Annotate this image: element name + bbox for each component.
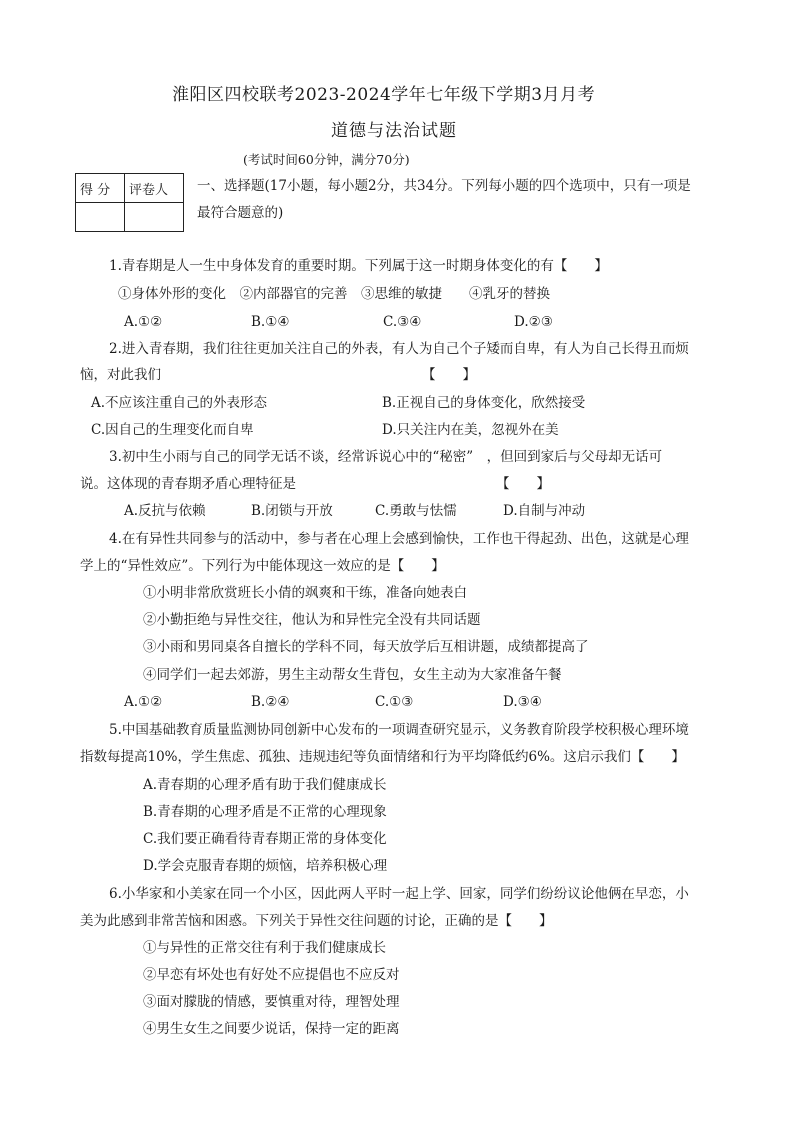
q3-option-c[interactable]: C.勇敢与怯懦	[375, 503, 457, 519]
q4-option-c[interactable]: C.①③	[375, 694, 414, 710]
q1-option-b[interactable]: B.①④	[251, 314, 290, 330]
q1-option-a[interactable]: A.①②	[124, 314, 163, 330]
q3-answer-bracket: 【 】	[496, 476, 550, 492]
q3-stem-line2: 说。这体现的青春期矛盾心理特征是	[80, 476, 296, 492]
q3-stem-line1: 3.初中生小雨与自己的同学无话不谈，经常诉说心中的“秘密” ，但回到家后与父母却无话可	[109, 449, 663, 465]
q5-option-c[interactable]: C.我们要正确看待青春期正常的身体变化	[143, 831, 387, 847]
grader-header: 评卷人	[125, 174, 184, 203]
q5-option-a[interactable]: A.青春期的心理矛盾有助于我们健康成长	[143, 777, 387, 793]
exam-title: 淮阳区四校联考2023-2024学年七年级下学期3月月考	[172, 85, 596, 105]
q2-stem-line1: 2.进入青春期，我们往往更加关注自己的外表，有人为自己个子矮而自卑，有人为自己长得丑而烦	[109, 341, 689, 357]
q5-stem-line2: 指数每提高10%，学生焦虑、孤独、违规违纪等负面情绪和行为平均降低约6%。这启示我们【 】	[80, 749, 685, 765]
q6-statement-1: ①与异性的正常交往有利于我们健康成长	[143, 940, 386, 956]
q2-stem-line2: 恼，对此我们	[80, 367, 161, 383]
q2-option-a[interactable]: A.不应该注重自己的外表形态	[91, 395, 268, 411]
score-cell[interactable]	[76, 203, 125, 232]
q4-stem-line2: 学上的“异性效应”。下列行为中能体现这一效应的是【 】	[80, 558, 445, 574]
q4-statement-3: ③小雨和男同桌各自擅长的学科不同，每天放学后互相讲题，成绩都提高了	[143, 639, 589, 655]
q5-option-b[interactable]: B.青春期的心理矛盾是不正常的心理现象	[143, 804, 387, 820]
subject-title: 道德与法治试题	[331, 121, 457, 141]
q1-stem: 1.青春期是人一生中身体发育的重要时期。下列属于这一时期身体变化的有【 】	[109, 258, 608, 274]
exam-info: (考试时间60分钟，满分70分)	[243, 152, 410, 167]
q2-option-b[interactable]: B.正视自己的身体变化，欣然接受	[382, 395, 586, 411]
q3-option-b[interactable]: B.闭锁与开放	[251, 503, 333, 519]
q4-statement-2: ②小勤拒绝与异性交往，他认为和异性完全没有共同话题	[143, 612, 481, 628]
q4-stem-line1: 4.在有异性共同参与的活动中，参与者在心理上会感到愉快，工作也干得起劲、出色，这就是心理	[109, 531, 689, 547]
q4-statement-1: ①小明非常欣赏班长小倩的飒爽和干练，准备向她表白	[143, 585, 467, 601]
section-heading-line1: 一、选择题(17小题，每小题2分，共34分。下列每小题的四个选项中，只有一项是	[197, 178, 691, 194]
q4-statement-4: ④同学们一起去郊游，男生主动帮女生背包，女生主动为大家准备午餐	[143, 667, 562, 683]
q1-items: ①身体外形的变化 ②内部器官的完善 ③思维的敏捷 ④乳牙的替换	[118, 286, 550, 302]
q4-option-d[interactable]: D.③④	[503, 694, 542, 710]
q5-option-d[interactable]: D.学会克服青春期的烦恼，培养积极心理	[143, 858, 388, 874]
q6-stem-line2: 美为此感到非常苦恼和困惑。下列关于异性交往问题的讨论，正确的是【 】	[80, 913, 553, 929]
score-header: 得 分	[76, 174, 125, 203]
q2-option-c[interactable]: C.因自己的生理变化而自卑	[91, 422, 254, 438]
grader-cell[interactable]	[125, 203, 184, 232]
q3-option-a[interactable]: A.反抗与依赖	[124, 503, 206, 519]
q1-option-c[interactable]: C.③④	[383, 314, 422, 330]
q6-statement-3: ③面对朦胧的情感，要慎重对待，理智处理	[143, 994, 400, 1010]
section-heading-line2: 最符合题意的)	[197, 205, 284, 221]
q2-answer-bracket: 【 】	[422, 367, 476, 383]
q3-option-d[interactable]: D.自制与冲动	[503, 503, 586, 519]
q2-option-d[interactable]: D.只关注内在美，忽视外在美	[382, 422, 559, 438]
q6-statement-4: ④男生女生之间要少说话，保持一定的距离	[143, 1021, 400, 1037]
q4-option-b[interactable]: B.②④	[251, 694, 290, 710]
q6-stem-line1: 6.小华家和小美家在同一个小区，因此两人平时一起上学、回家，同学们纷纷议论他俩在早恋，小	[109, 886, 689, 902]
q6-statement-2: ②早恋有坏处也有好处不应提倡也不应反对	[143, 967, 400, 983]
score-table	[75, 173, 184, 232]
q4-option-a[interactable]: A.①②	[124, 694, 163, 710]
q5-stem-line1: 5.中国基础教育质量监测协同创新中心发布的一项调查研究显示，义务教育阶段学校积极心理环境	[109, 722, 689, 738]
q1-option-d[interactable]: D.②③	[514, 314, 553, 330]
